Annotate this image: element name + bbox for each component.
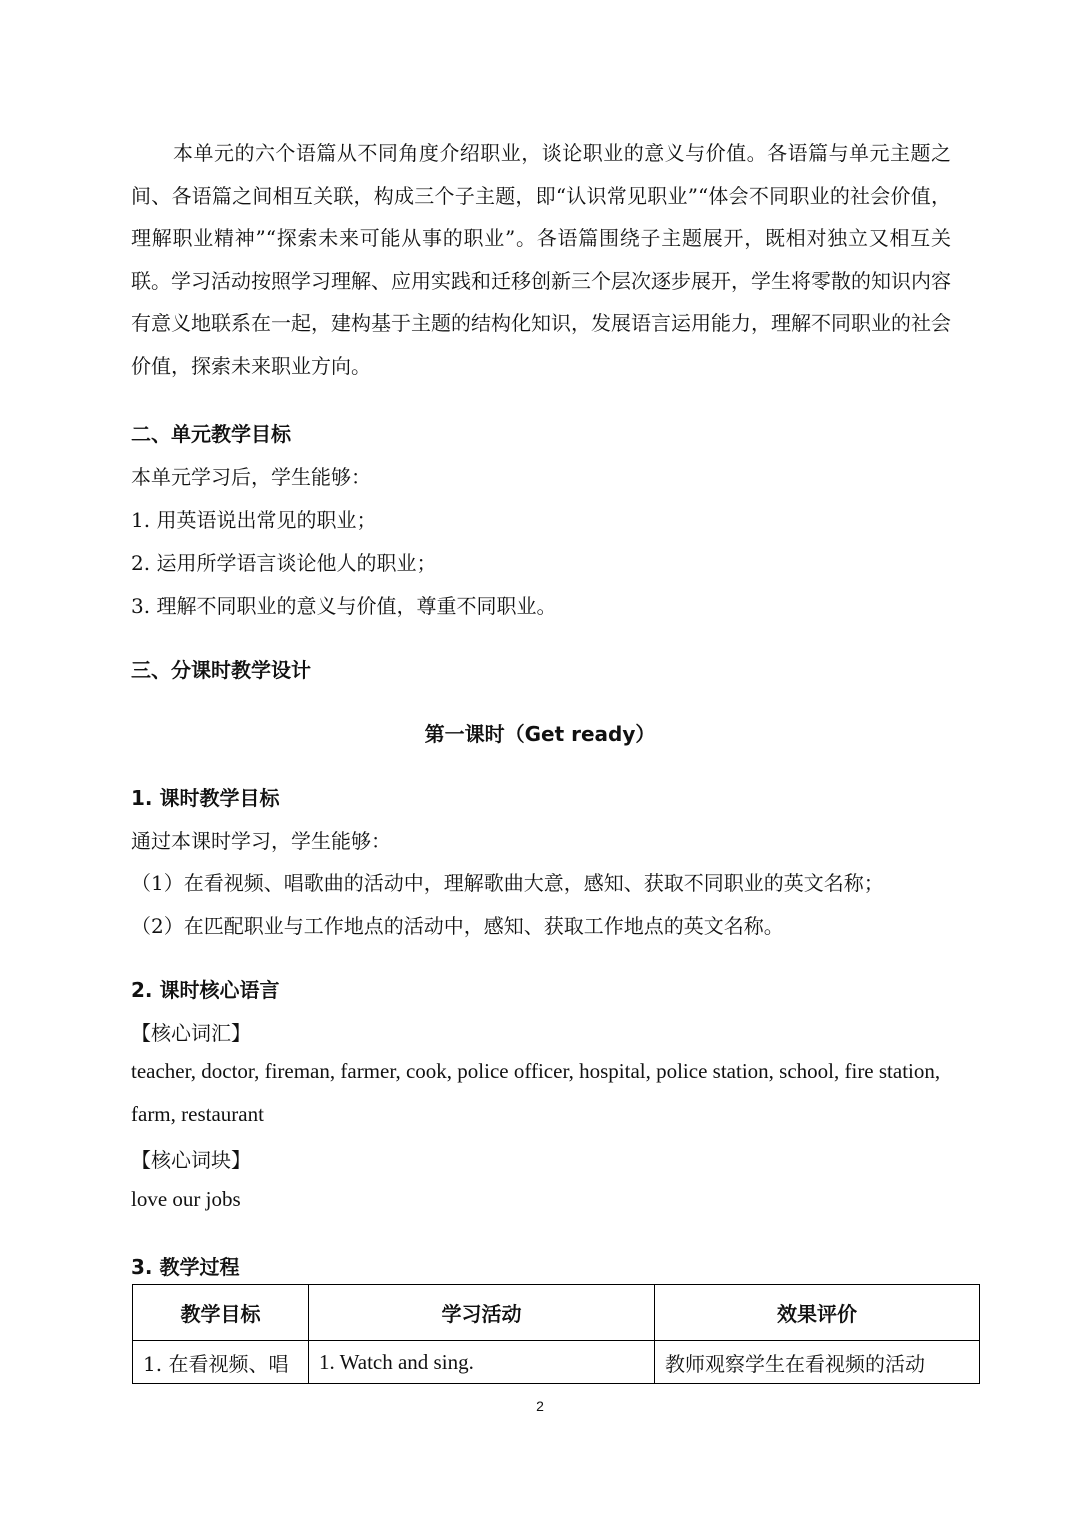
vocab-label: 【核心词汇】	[131, 1021, 251, 1045]
intro-paragraph: 本单元的六个语篇从不同角度介绍职业，谈论职业的意义与价值。各语篇与单元主题之间、各语篇之间相互关联，构成三个子主题，即“认识常见职业”“体会不同职业的社会价值，理解职业精神”“探索未来可能从事的职业”。各语篇围绕子主题展开，既相对独立又相互关联。学习活动按照学习理解、应用实践和迁移创新三个层次逐步展开，学生将零散的知识内容有意义地联系在一起，建构基于主题的结构化知识，发展语言运用能力，理解不同职业的社会价值，探索未来职业方向。	[131, 141, 951, 378]
table-header-cell: 学习活动	[309, 1285, 655, 1341]
table-header-cell: 效果评价	[655, 1285, 980, 1341]
lesson-goals-heading: 1. 课时教学目标	[131, 786, 280, 810]
teaching-process-table	[132, 1284, 980, 1384]
table-cell: 教师观察学生在看视频的活动	[655, 1341, 980, 1384]
table-header-cell: 教学目标	[133, 1285, 309, 1341]
table-header-row	[133, 1285, 980, 1341]
goal-item-2: 2. 运用所学语言谈论他人的职业；	[131, 551, 437, 575]
lesson-goal-item-2: （2）在匹配职业与工作地点的活动中，感知、获取工作地点的英文名称。	[131, 914, 784, 938]
lesson-goal-item-1: （1）在看视频、唱歌曲的活动中，理解歌曲大意，感知、获取不同职业的英文名称；	[131, 871, 884, 895]
goal-item-1: 1. 用英语说出常见的职业；	[131, 508, 377, 532]
core-language-heading: 2. 课时核心语言	[131, 978, 280, 1002]
lesson-title: 第一课时（Get ready）	[424, 722, 656, 746]
lesson-goals-lead: 通过本课时学习，学生能够：	[131, 829, 391, 853]
chunk-label: 【核心词块】	[131, 1148, 251, 1172]
vocab-line-1: teacher, doctor, fireman, farmer, cook, police officer, hospital, police station, school, fire station,	[131, 1059, 941, 1083]
section2-lead: 本单元学习后，学生能够：	[131, 465, 371, 489]
vocab-line-2: farm, restaurant	[131, 1102, 264, 1126]
table-cell: 1. Watch and sing.	[309, 1341, 655, 1384]
section3-heading: 三、分课时教学设计	[131, 658, 311, 682]
process-heading: 3. 教学过程	[131, 1255, 240, 1279]
intro-paragraph-block	[131, 132, 951, 387]
section2-heading: 二、单元教学目标	[131, 422, 291, 446]
page-number: 2	[536, 1398, 544, 1414]
chunk-text: love our jobs	[131, 1187, 241, 1211]
table-cell: 1. 在看视频、唱	[133, 1341, 309, 1384]
table-row	[133, 1341, 980, 1384]
goal-item-3: 3. 理解不同职业的意义与价值，尊重不同职业。	[131, 594, 557, 618]
